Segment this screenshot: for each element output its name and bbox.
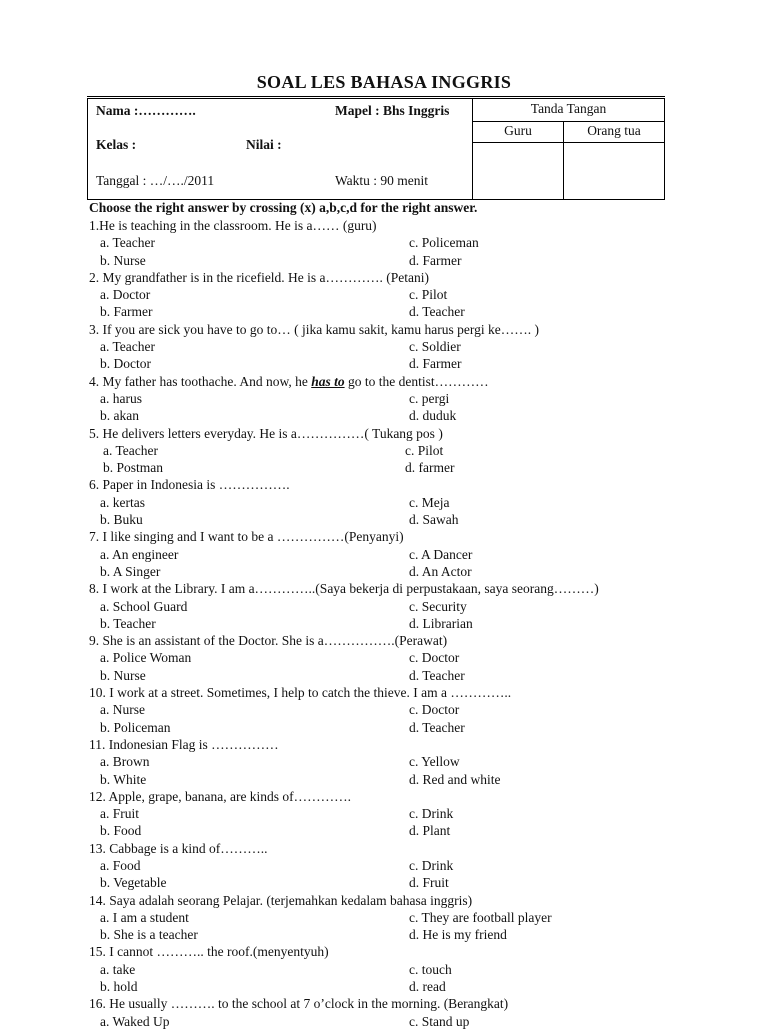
question-text: 14. Saya adalah seorang Pelajar. (terjemahkan kedalam bahasa inggris) (89, 892, 473, 908)
option-d: d. Plant (409, 823, 451, 839)
guru-header: Guru (473, 122, 564, 143)
question-text: 2. My grandfather is in the ricefield. He is a…………. (Petani) (89, 269, 430, 285)
question-text: 5. He delivers letters everyday. He is a……………( Tukang pos ) (89, 425, 443, 441)
option-d: d. Teacher (409, 304, 465, 320)
option-b: b. Postman (103, 460, 164, 476)
question-9 (89, 632, 709, 684)
option-d: d. farmer (405, 460, 455, 476)
question-2 (89, 269, 709, 321)
question-text: 11. Indonesian Flag is …………… (89, 736, 279, 752)
tanggal-field: Tanggal : …/…./2011 (96, 173, 215, 188)
option-d: d. Sawah (409, 512, 459, 528)
emphasized-phrase: has to (311, 373, 345, 389)
page-title: SOAL LES BAHASA INGGRIS (256, 72, 512, 92)
question-13 (89, 840, 709, 892)
option-c: c. Stand up (409, 1013, 470, 1029)
question-14 (89, 892, 709, 944)
option-b: b. Vegetable (100, 875, 167, 891)
question-text: 9. She is an assistant of the Doctor. She is a…………….(Perawat) (89, 633, 448, 649)
option-a: a. Teacher (100, 235, 156, 251)
option-a: a. kertas (100, 494, 145, 510)
option-c: c. Pilot (409, 287, 448, 303)
option-a: a. An engineer (100, 546, 179, 562)
option-c: c. touch (409, 961, 452, 977)
question-5 (89, 425, 709, 477)
option-d: d. Fruit (409, 875, 449, 891)
option-a: a. Food (100, 857, 141, 873)
option-b: b. Teacher (100, 615, 156, 631)
option-c: c. Doctor (409, 702, 460, 718)
question-text: 15. I cannot ……….. the roof.(menyentyuh) (89, 944, 329, 960)
option-c: c. Soldier (409, 339, 461, 355)
student-info-cell (88, 98, 473, 200)
question-text: 8. I work at the Library. I am a…………..(Saya bekerja di perpustakaan, saya seorang………) (89, 581, 599, 597)
option-a: a. harus (100, 390, 142, 406)
option-c: c. Meja (409, 494, 450, 510)
option-d: d. duduk (409, 408, 457, 424)
option-a: a. School Guard (100, 598, 188, 614)
option-a: a. Doctor (100, 287, 151, 303)
option-c: c. Yellow (409, 754, 460, 770)
option-a: a. Fruit (100, 806, 139, 822)
question-text: 7. I like singing and I want to be a ……………(Penyanyi) (89, 529, 404, 545)
question-text: 1.He is teaching in the classroom. He is a…… (guru) (89, 218, 377, 233)
question-text: 3. If you are sick you have to go to… ( jika kamu sakit, kamu harus pergi ke……. ) (89, 321, 540, 337)
option-d: d. He is my friend (409, 927, 507, 943)
question-12 (89, 788, 709, 840)
option-c: c. Security (409, 598, 467, 614)
option-b: b. White (100, 771, 147, 787)
question-text: 12. Apple, grape, banana, are kinds of…………. (89, 788, 352, 804)
question-4 (89, 373, 709, 425)
option-a: a. Teacher (103, 442, 159, 458)
option-d: d. Teacher (409, 719, 465, 735)
question-text: 10. I work at a street. Sometimes, I help to catch the thieve. I am a ………….. (89, 685, 512, 701)
question-16 (89, 995, 709, 1030)
option-a: a. Nurse (100, 702, 145, 718)
option-c: c. A Dancer (409, 546, 473, 562)
option-c: c. pergi (409, 390, 450, 406)
question-11 (89, 736, 709, 788)
orang-tua-header: Orang tua (564, 122, 665, 143)
option-b: b. akan (100, 408, 139, 424)
option-a: a. Brown (100, 754, 150, 770)
header-table (87, 96, 665, 200)
question-text-start: 4. My father has toothache. And now, he (89, 373, 312, 389)
option-b: b. Nurse (100, 252, 146, 268)
question-10 (89, 684, 709, 736)
question-8 (89, 580, 709, 632)
option-d: d. Librarian (409, 615, 473, 631)
option-b: b. Policeman (100, 719, 171, 735)
option-c: c. Doctor (409, 650, 460, 666)
question-7 (89, 528, 709, 580)
option-a: a. Teacher (100, 339, 156, 355)
option-a: a. take (100, 961, 136, 977)
question-text: 13. Cabbage is a kind of……….. (89, 840, 268, 856)
option-a: a. Waked Up (100, 1013, 170, 1029)
nilai-field: Nilai : (246, 137, 282, 152)
guru-signature-box (473, 143, 564, 200)
option-d: d. read (409, 979, 446, 995)
orang-tua-signature-box (564, 143, 665, 200)
option-d: d. Red and white (409, 771, 501, 787)
question-text-end: go to the dentist………… (344, 373, 489, 389)
option-b: b. Farmer (100, 304, 153, 320)
option-b: b. hold (100, 979, 138, 995)
option-c: c. Pilot (405, 442, 444, 458)
option-b: b. Nurse (100, 667, 146, 683)
question-6 (89, 476, 709, 528)
option-b: b. Food (100, 823, 142, 839)
question-15 (89, 943, 709, 995)
question-text: 6. Paper in Indonesia is ……………. (89, 477, 290, 493)
option-c: c. Policeman (409, 235, 479, 251)
option-c: c. They are football player (409, 909, 552, 925)
question-text (89, 373, 709, 390)
option-b: b. Buku (100, 512, 143, 528)
option-c: c. Drink (409, 857, 454, 873)
option-a: a. Police Woman (100, 650, 192, 666)
option-b: b. Doctor (100, 356, 151, 372)
question-list (89, 217, 709, 1030)
option-c: c. Drink (409, 806, 454, 822)
option-d: d. Farmer (409, 252, 462, 268)
mapel-field: Mapel : Bhs Inggris (335, 103, 450, 118)
instruction: Choose the right answer by crossing (x) a,b,c,d for the right answer. (89, 200, 478, 215)
tanda-tangan-header: Tanda Tangan (473, 98, 665, 122)
option-a: a. I am a student (100, 909, 189, 925)
question-3 (89, 321, 709, 373)
option-d: d. An Actor (409, 563, 472, 579)
question-1 (89, 217, 709, 269)
question-text: 16. He usually ………. to the school at 7 o’clock in the morning. (Berangkat) (89, 996, 509, 1012)
option-d: d. Farmer (409, 356, 462, 372)
option-b: b. She is a teacher (100, 927, 198, 943)
kelas-field: Kelas : (96, 137, 137, 152)
option-b: b. A Singer (100, 563, 161, 579)
nama-field: Nama :…………. (96, 103, 196, 118)
option-d: d. Teacher (409, 667, 465, 683)
waktu-field: Waktu : 90 menit (335, 173, 429, 188)
